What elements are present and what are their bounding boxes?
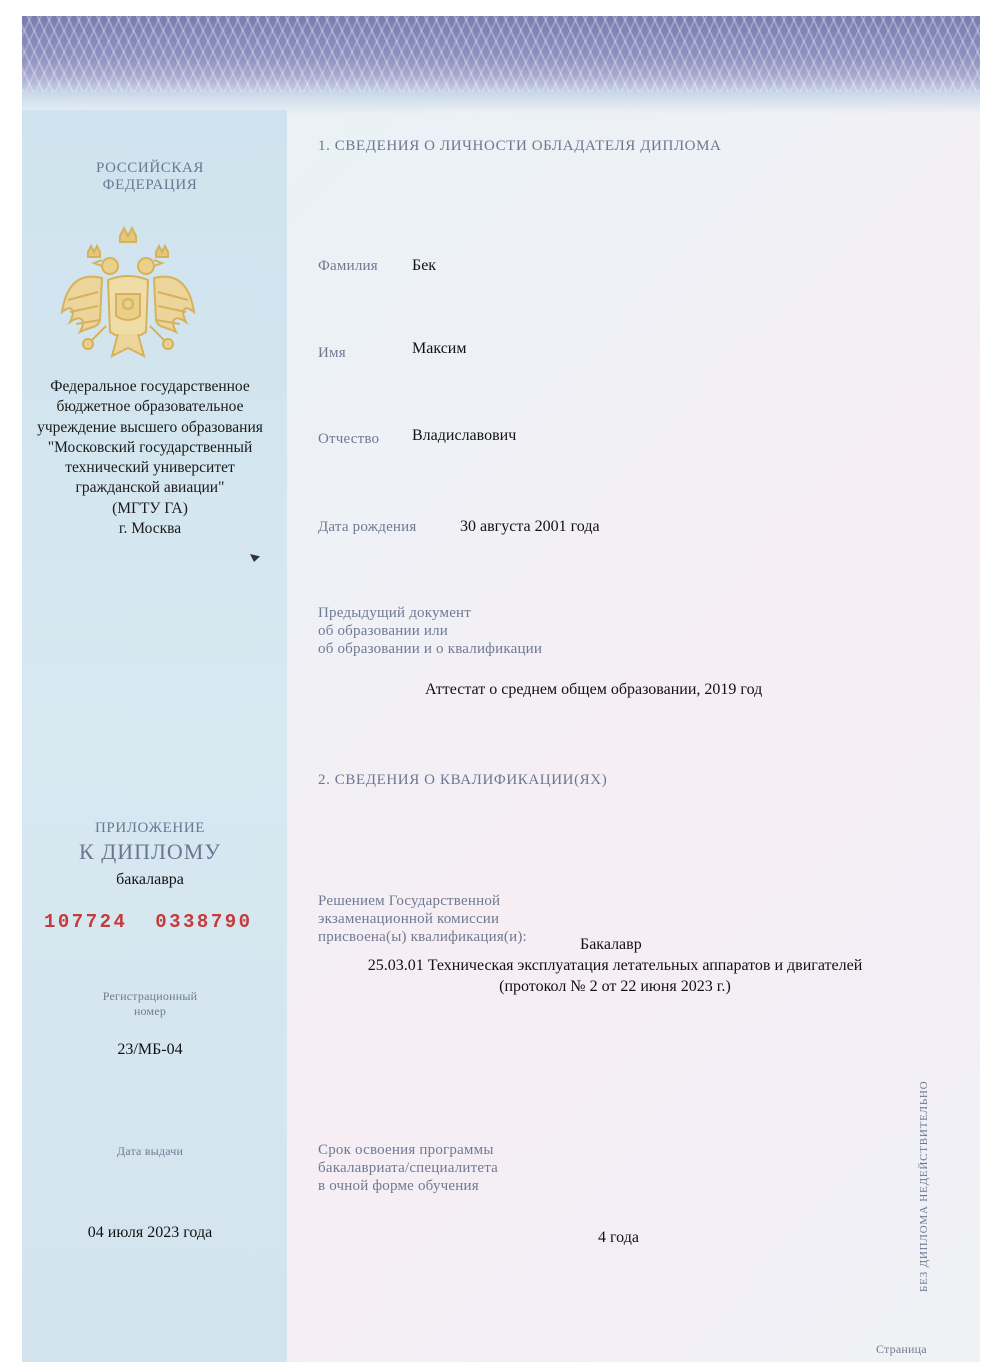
section2-title: 2. СВЕДЕНИЯ О КВАЛИФИКАЦИИ(ЯХ): [318, 772, 608, 788]
reg-number: 23/МБ-04: [117, 1041, 183, 1058]
patronymic-value: Владиславович: [412, 427, 517, 444]
org-line-8: г. Москва: [118, 520, 182, 538]
organization-block: [16, 377, 284, 539]
prev-doc-line-3: об образовании и о квалификации: [318, 641, 543, 657]
qualification-value: Бакалавр: [580, 936, 642, 953]
appendix-title-2: К ДИПЛОМУ: [79, 839, 221, 864]
name-value: Максим: [412, 340, 467, 357]
name-label: Имя: [318, 345, 346, 361]
appendix-title-1: ПРИЛОЖЕНИЕ: [94, 820, 206, 836]
prev-doc-line-2: об образовании или: [318, 623, 449, 639]
org-line-7: (МГТУ ГА): [112, 499, 188, 517]
vertical-validity-note: БЕЗ ДИПЛОМА НЕДЕЙСТВИТЕЛЬНО: [918, 1080, 930, 1292]
reg-label-line-2: номер: [133, 1004, 167, 1018]
reg-number-label: [60, 989, 240, 1019]
previous-document-value: Аттестат о среднем общем образовании, 2019 год: [425, 681, 763, 698]
org-line-1: Федеральное государственное: [50, 378, 250, 395]
duration-value: 4 года: [598, 1229, 639, 1246]
prev-doc-line-1: Предыдущий документ: [318, 605, 472, 621]
org-line-5: технический университет: [65, 459, 235, 477]
decision-line-1: Решением Государственной: [318, 893, 501, 909]
org-line-2: бюджетное образовательное: [56, 398, 244, 416]
russian-coat-of-arms-icon: [58, 222, 198, 374]
page-label: Страница: [876, 1342, 927, 1356]
org-line-6: гражданской авиации": [75, 479, 225, 497]
decorative-guilloche-band: [22, 16, 980, 92]
decision-label: [318, 892, 527, 946]
country-line-2: ФЕДЕРАЦИЯ: [102, 177, 198, 193]
section1-title: 1. СВЕДЕНИЯ О ЛИЧНОСТИ ОБЛАДАТЕЛЯ ДИПЛОМА: [318, 138, 722, 154]
birth-date-label: Дата рождения: [318, 519, 417, 535]
patronymic-label: Отчество: [318, 431, 380, 447]
reg-label-line-1: Регистрационный: [102, 989, 198, 1003]
issue-date-label: Дата выдачи: [116, 1144, 184, 1158]
duration-line-2: бакалавриата/специалитета: [318, 1160, 499, 1176]
blank-serial-number: 107724 0338790: [44, 911, 253, 933]
surname-value: Бек: [412, 257, 437, 274]
org-line-4: "Московский государственный: [47, 438, 253, 456]
protocol-value: (протокол № 2 от 22 июня 2023 г.): [499, 978, 731, 995]
org-line-3: учреждение высшего образования: [37, 418, 263, 436]
country-title: [60, 160, 240, 194]
decision-line-2: экзаменационной комиссии: [318, 911, 500, 927]
country-line-1: РОССИЙСКАЯ: [95, 160, 205, 176]
decision-line-3: присвоена(ы) квалификация(и):: [318, 929, 527, 945]
duration-line-3: в очной форме обучения: [318, 1178, 479, 1194]
previous-document-label: [318, 604, 542, 658]
birth-date-value: 30 августа 2001 года: [460, 518, 600, 535]
degree-level: бакалавра: [116, 871, 184, 888]
specialty-value: 25.03.01 Техническая эксплуатация летательных аппаратов и двигателей: [367, 957, 863, 974]
surname-label: Фамилия: [318, 258, 378, 274]
duration-line-1: Срок освоения программы: [318, 1142, 494, 1158]
duration-label: [318, 1141, 498, 1195]
issue-date: 04 июля 2023 года: [87, 1224, 213, 1241]
